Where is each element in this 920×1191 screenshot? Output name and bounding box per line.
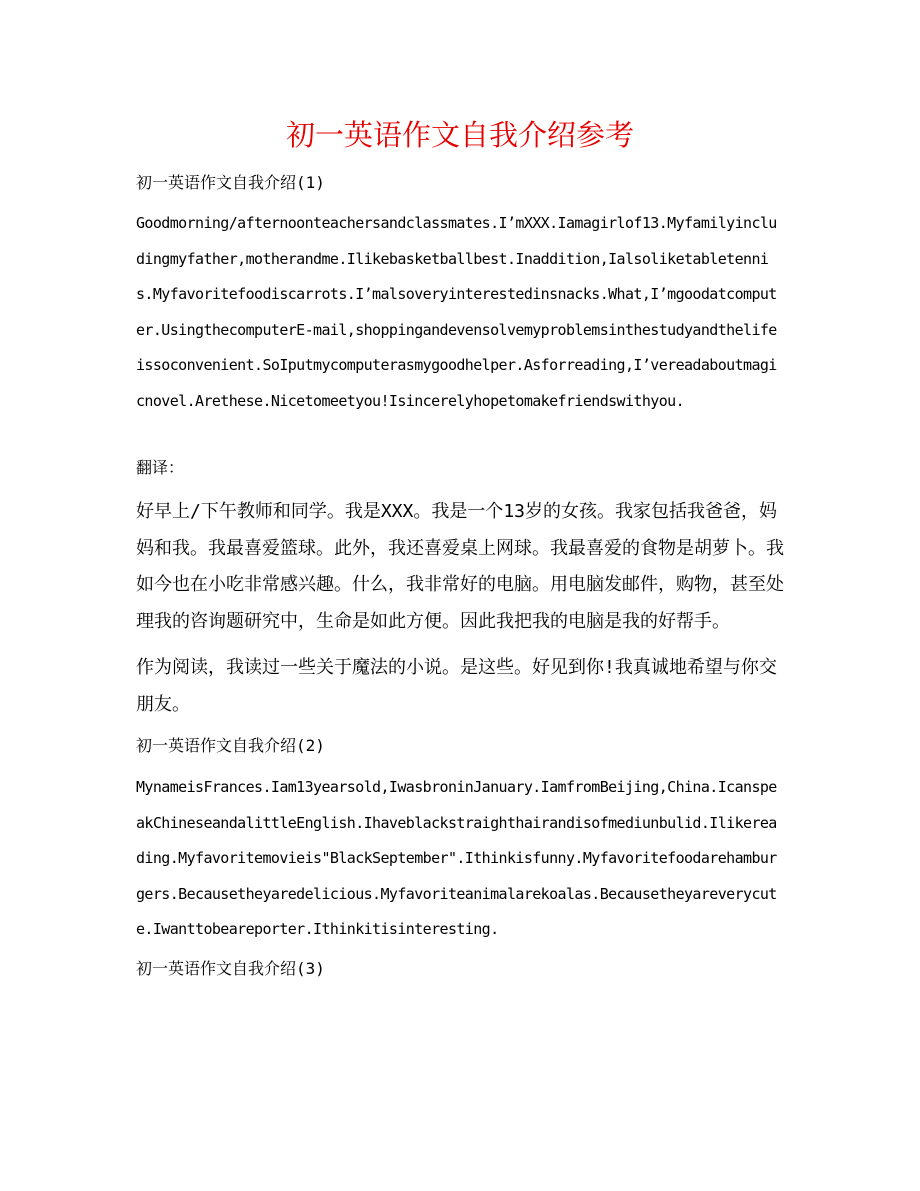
section-2-heading: 初一英语作文自我介绍(2) (136, 736, 325, 755)
document-title: 初一英语作文自我介绍参考 (285, 118, 634, 152)
section-1-english-text: Goodmorning/afternoonteachersandclassmates.I’mXXX.Iamagirlof13.Myfamilyincludingmyfather,motherandme.Ilikebasketballbest.Inaddition,Ialsoliketabletennis.Myfavoritefoodiscarrots.I’malsoveryinterestedinsnacks.What,I’mgoodatcomputer.UsingthecomputerE-mail,shoppingandevensolvemyproblemsinthestudyandthelifeissoconvenient.SoIputmycomputerasmygoodhelper.Asforreading,I’vereadaboutmagicnovel.Arethese.Nicetomeetyou!Isincerelyhopetomakefriendswithyou. (136, 214, 777, 410)
section-1-heading: 初一英语作文自我介绍(1) (136, 173, 325, 192)
section-1-chinese-text-2: 作为阅读，我读过一些关于魔法的小说。是这些。好见到你!我真诚地希望与你交朋友。 (136, 657, 777, 715)
section-2-english-text: MynameisFrances.Iam13yearsold,IwasbroninJanuary.IamfromBeijing,China.IcanspeakChineseandalittleEnglish.Ihaveblackstraighthairandisofmediunbulid.Ilikereading.Myfavoritemovieis"BlackSeptember".Ithinkisfunny.Myfavoritefoodarehamburgers.Becausetheyaredelicious.Myfavoriteanimalarekoalas.Becausetheyareverycute.Iwanttobeareporter.Ithinkitisinteresting. (136, 778, 777, 938)
section-3-heading: 初一英语作文自我介绍(3) (136, 959, 325, 978)
translation-label: 翻译： (136, 458, 185, 477)
section-1-chinese-text: 好早上/下午教师和同学。我是XXX。我是一个13岁的女孩。我家包括我爸爸，妈妈和我。我最喜爱篮球。此外，我还喜爱桌上网球。我最喜爱的食物是胡萝卜。我如今也在小吃非常感兴趣。什么，我非常好的电脑。用电脑发邮件，购物，甚至处理我的咨询题研究中，生命是如此方便。因此我把我的电脑是我的好帮手。 (136, 501, 784, 632)
